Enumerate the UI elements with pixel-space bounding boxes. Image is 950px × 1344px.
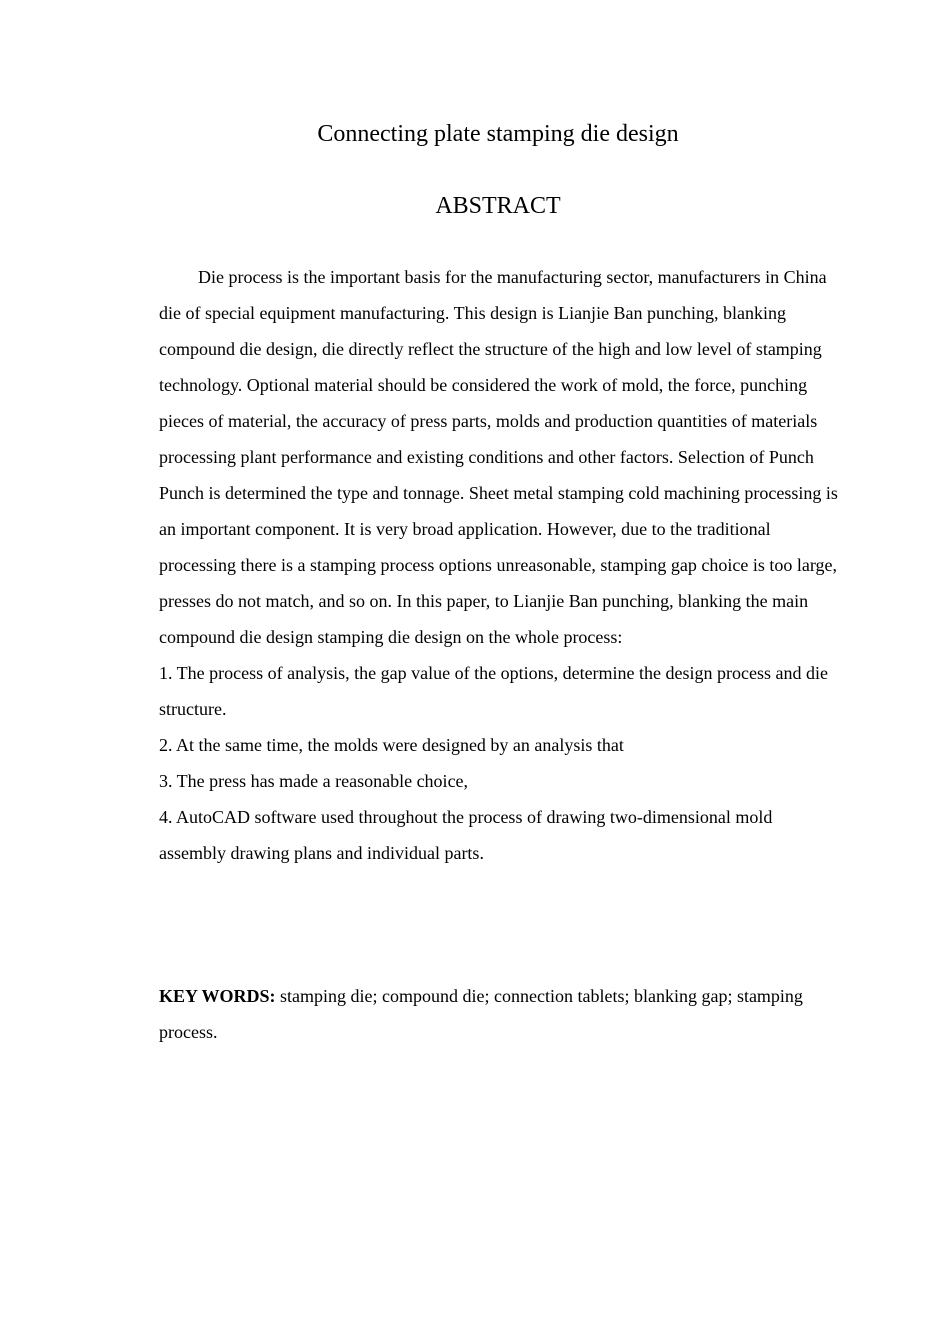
keywords-label: KEY WORDS: [159, 986, 276, 1006]
abstract-list-item: 3. The press has made a reasonable choice, [159, 771, 469, 791]
abstract-body [159, 259, 839, 871]
keywords-text: stamping die; compound die; connection tablets; blanking gap; stamping process. [159, 986, 803, 1042]
abstract-heading: ABSTRACT [435, 193, 561, 219]
paper-title: Connecting plate stamping die design [317, 121, 679, 147]
abstract-list-item: 2. At the same time, the molds were designed by an analysis that [159, 735, 624, 755]
abstract-list-item: 4. AutoCAD software used throughout the process of drawing two-dimensional mold assembly drawing plans and individual parts. [159, 807, 773, 863]
abstract-paragraph: Die process is the important basis for the manufacturing sector, manufacturers in China die of special equipment manufacturing. This design is Lianjie Ban punching, blanking compound die design, die directly reflect the structure of the high and low level of stamping technology. Optional material should be considered the work of mold, the force, punching pieces of material, the accuracy of press parts, molds and production quantities of materials processing plant performance and existing conditions and other factors. Selection of Punch Punch is determined the type and tonnage. Sheet metal stamping cold machining processing is an important component. It is very broad application. However, due to the traditional processing there is a stamping process options unreasonable, stamping gap choice is too large, presses do not match, and so on. In this paper, to Lianjie Ban punching, blanking the main compound die design stamping die design on the whole process: [159, 267, 838, 647]
keywords-line [159, 978, 839, 1050]
abstract-list-item: 1. The process of analysis, the gap value of the options, determine the design process and die structure. [159, 663, 828, 719]
